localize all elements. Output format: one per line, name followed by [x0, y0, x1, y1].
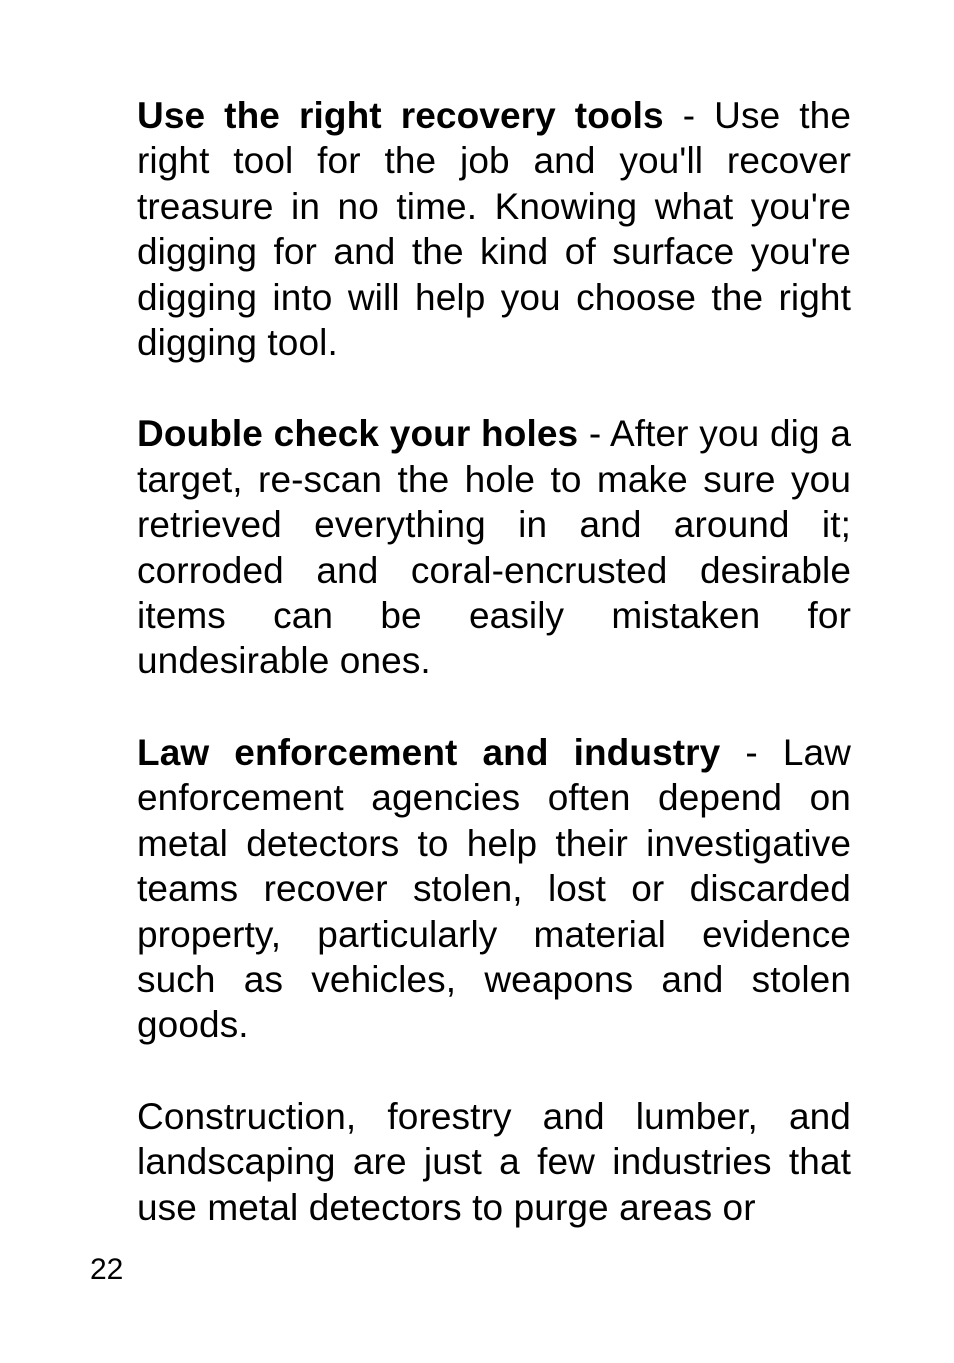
- page-number: 22: [90, 1253, 124, 1286]
- paragraph-heading: Double check your holes: [137, 413, 579, 455]
- paragraph-double-check: [137, 411, 851, 683]
- paragraph-heading: Law enforcement and industry: [137, 731, 721, 773]
- paragraph-heading: Use the right recovery tools: [137, 95, 664, 136]
- page-content: [137, 93, 851, 1276]
- paragraph-body: - Law enforcement agencies often depend on metal detectors to help their investigative teams recover stolen, lost or discarded property, particularly material evidence such as vehicles, weapons and stolen goods.: [137, 731, 852, 1046]
- paragraph-recovery-tools: [137, 93, 851, 365]
- paragraph-body: - After you dig a target, re-scan the hole to make sure you retrieved everything in and around it; corroded and coral-encrusted desirable items can be easily mistaken for undesirable ones.: [137, 413, 851, 682]
- paragraph-body: Construction, forestry and lumber, and landscaping are just a few industries that use metal detectors to purge areas or: [137, 1095, 851, 1228]
- paragraph-body: - Use the right tool for the job and you'll recover treasure in no time. Knowing what you're digging for and the kind of surface you're digging into will help you choose the right digging tool.: [137, 95, 851, 364]
- paragraph-law-enforcement: [137, 730, 851, 1048]
- paragraph-construction: [137, 1094, 851, 1230]
